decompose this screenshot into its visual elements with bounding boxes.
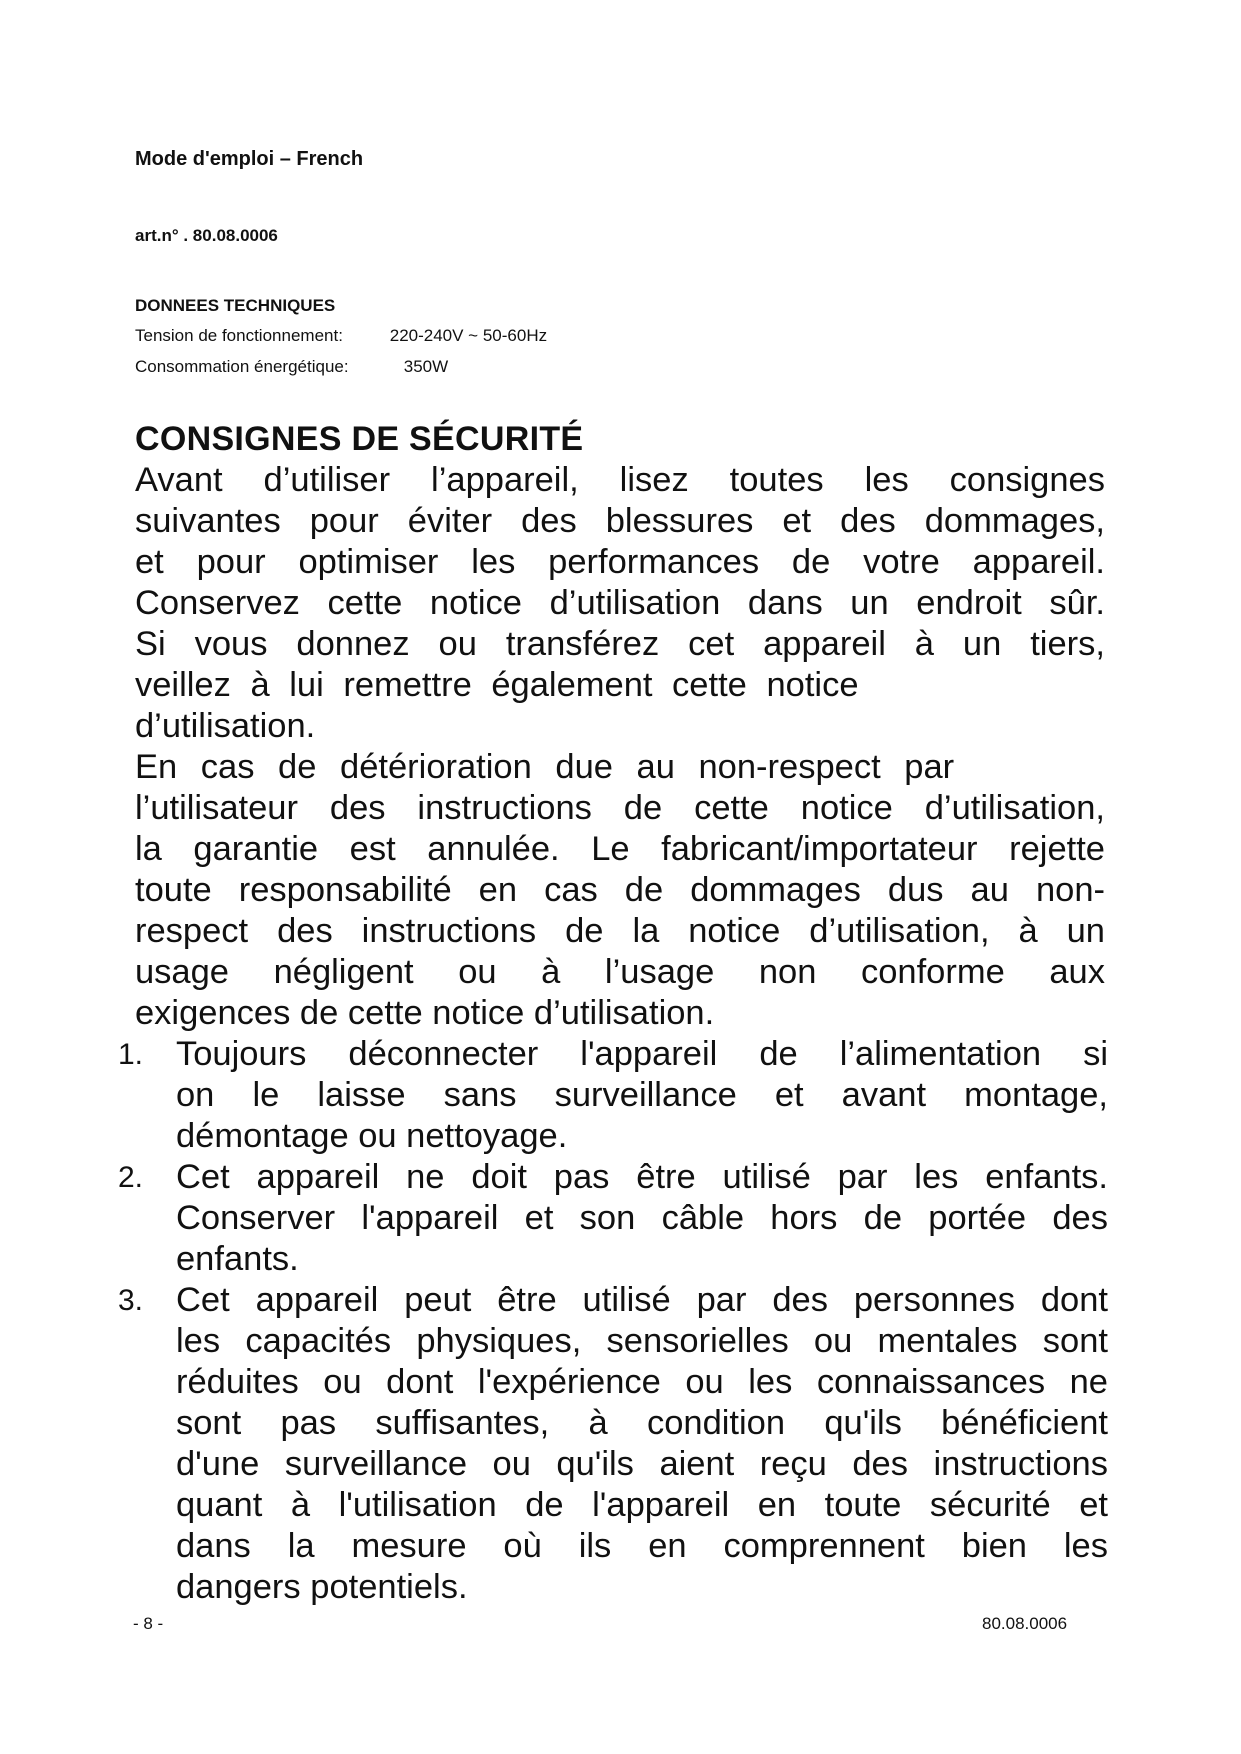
list-item: [118, 1034, 1108, 1157]
text-line: Cet appareil peut être utilisé par des personnes dont: [176, 1281, 1108, 1319]
text-line: Conserver l'appareil et son câble hors de portée des: [176, 1199, 1108, 1237]
text-line: veillez à lui remettre également cette notice: [135, 666, 859, 704]
spec-value: 350W: [403, 357, 449, 376]
spec-row-power: [135, 357, 448, 377]
list-number: 3.: [118, 1284, 144, 1317]
text-line: on le laisse sans surveillance et avant montage,: [176, 1076, 1108, 1114]
text-line: sont pas suffisantes, à condition qu'ils bénéficient: [176, 1404, 1108, 1442]
text-line: respect des instructions de la notice d’utilisation, à un: [135, 912, 1105, 950]
list-number: 1.: [118, 1038, 144, 1071]
text-line: les capacités physiques, sensorielles ou mentales sont: [176, 1322, 1108, 1360]
footer-reference: 80.08.0006: [982, 1614, 1068, 1633]
text-line: usage négligent ou à l’usage non conforme aux: [135, 953, 1105, 991]
text-line: exigences de cette notice d’utilisation.: [135, 994, 715, 1032]
text-line: En cas de détérioration due au non-respect par: [135, 748, 955, 786]
text-line: quant à l'utilisation de l'appareil en toute sécurité et: [176, 1486, 1108, 1524]
text-line: Si vous donnez ou transférez cet appareil à un tiers,: [135, 625, 1105, 663]
document-title: Mode d'emploi – French: [135, 148, 364, 170]
text-line: suivantes pour éviter des blessures et des dommages,: [135, 502, 1105, 540]
technical-data-heading: DONNEES TECHNIQUES: [135, 296, 336, 315]
text-line: toute responsabilité en cas de dommages dus au non-: [135, 871, 1105, 909]
text-line: la garantie est annulée. Le fabricant/importateur rejette: [135, 830, 1105, 868]
text-line: enfants.: [176, 1240, 299, 1278]
text-line: et pour optimiser les performances de votre appareil.: [135, 543, 1105, 581]
text-line: l’utilisateur des instructions de cette notice d’utilisation,: [135, 789, 1105, 827]
text-line: Cet appareil ne doit pas être utilisé par les enfants.: [176, 1158, 1108, 1196]
list-item: [118, 1157, 1108, 1280]
text-line: réduites ou dont l'expérience ou les connaissances ne: [176, 1363, 1108, 1401]
text-line: d’utilisation.: [135, 707, 316, 745]
article-number: art.n° . 80.08.0006: [135, 226, 278, 245]
text-line: Avant d’utiliser l’appareil, lisez toutes les consignes: [135, 461, 1105, 499]
text-line: Conservez cette notice d’utilisation dans un endroit sûr.: [135, 584, 1105, 622]
safety-intro: [135, 460, 1105, 1034]
list-item: [118, 1280, 1108, 1608]
spec-label: Tension de fonctionnement:: [135, 326, 343, 345]
safety-heading: CONSIGNES DE SÉCURITÉ: [135, 420, 584, 458]
text-line: dans la mesure où ils en comprennent bien les: [176, 1527, 1108, 1565]
spec-row-voltage: [135, 326, 547, 346]
text-line: Toujours déconnecter l'appareil de l’alimentation si: [176, 1035, 1108, 1073]
spec-label: Consommation énergétique:: [135, 357, 349, 376]
spec-value: 220-240V ~ 50-60Hz: [389, 326, 548, 345]
page-number: - 8 -: [133, 1614, 164, 1633]
text-line: démontage ou nettoyage.: [176, 1117, 568, 1155]
text-line: dangers potentiels.: [176, 1568, 468, 1606]
list-number: 2.: [118, 1161, 144, 1194]
safety-list: [118, 1034, 1108, 1608]
text-line: d'une surveillance ou qu'ils aient reçu des instructions: [176, 1445, 1108, 1483]
